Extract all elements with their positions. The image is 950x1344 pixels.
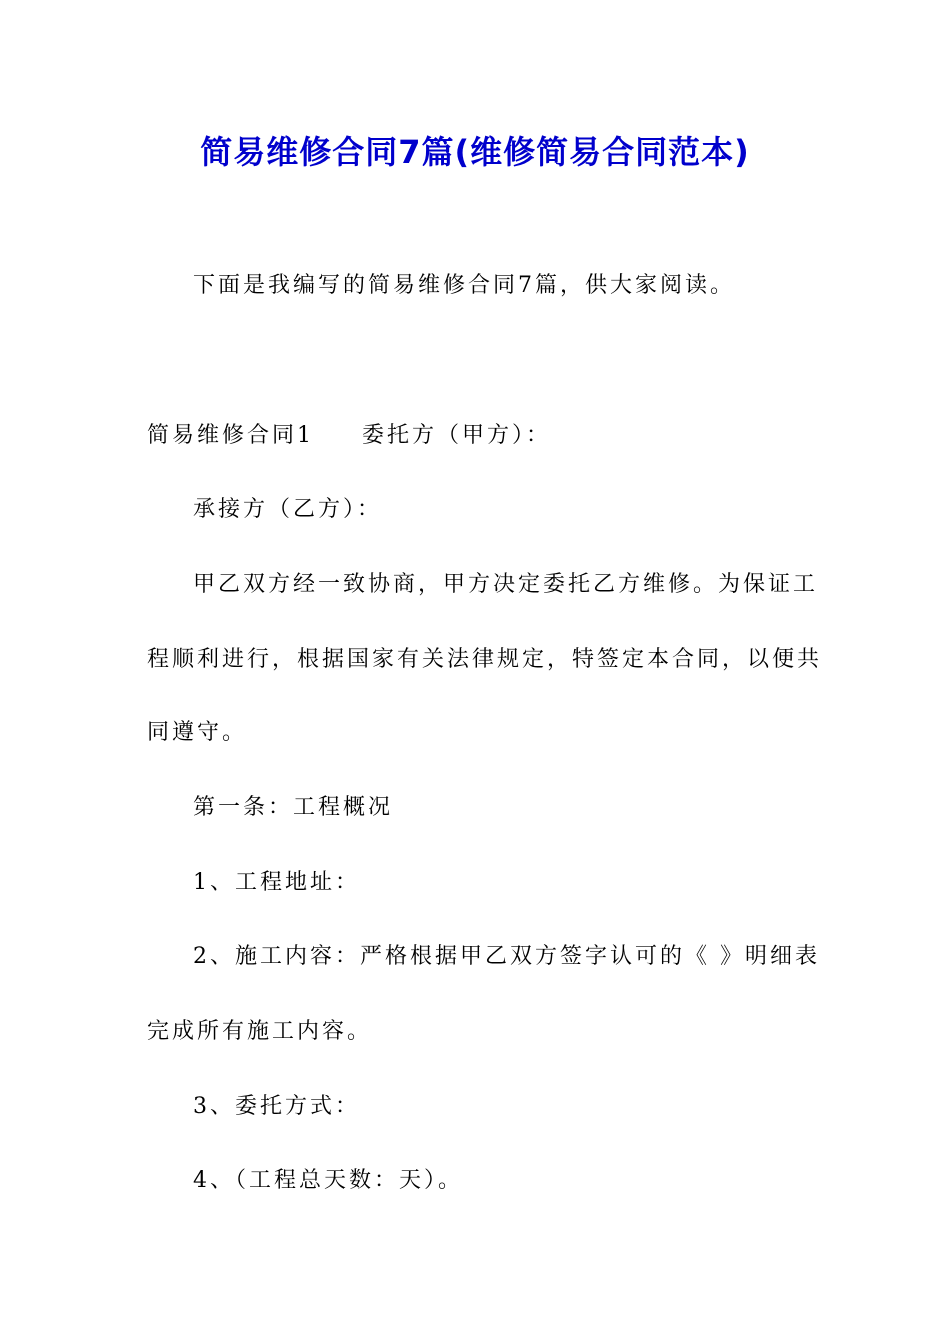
list-item: 1、工程地址：: [193, 870, 360, 895]
list-item: 4、（工程总天数：天）。: [193, 1168, 463, 1193]
paragraph-line: 甲乙双方经一致协商，甲方决定委托乙方维修。为保证工: [193, 572, 819, 597]
list-item-continuation: 完成所有施工内容。: [147, 1019, 373, 1044]
paragraph-line: 同遵守。: [147, 720, 248, 745]
section-heading: 简易维修合同1: [147, 423, 314, 448]
party-b-label: 承接方（乙方）：: [193, 497, 383, 522]
section-heading-line: [147, 420, 551, 452]
paragraph-line: 程顺利进行，根据国家有关法律规定，特签定本合同，以便共: [147, 647, 823, 672]
party-a-label: 委托方（甲方）：: [362, 423, 552, 448]
list-item: 3、委托方式：: [193, 1094, 360, 1119]
intro-paragraph: 下面是我编写的简易维修合同7篇，供大家阅读。: [193, 273, 735, 298]
document-title: 简易维修合同7篇(维修简易合同范本): [200, 133, 750, 171]
list-item: 2、施工内容：严格根据甲乙双方签字认可的《 》明细表: [193, 944, 820, 969]
article-heading: 第一条：工程概况: [193, 795, 394, 820]
